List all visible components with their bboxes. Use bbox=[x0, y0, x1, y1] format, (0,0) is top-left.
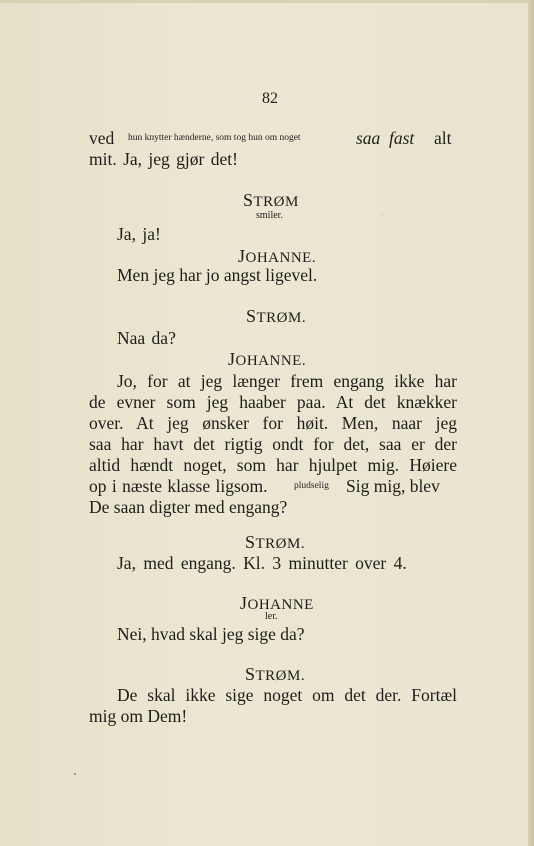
speaker-initial: S bbox=[246, 306, 257, 326]
text-line-1-end: alt bbox=[434, 128, 452, 148]
speaker-rest: OHANNE. bbox=[245, 250, 317, 266]
text-paragraph-line-7: De saan digter med engang? bbox=[89, 497, 288, 517]
speaker-name bbox=[243, 190, 299, 211]
speaker-rest: TRØM bbox=[253, 194, 299, 210]
speaker-initial: J bbox=[240, 593, 248, 613]
text-line-3: Ja, ja! bbox=[117, 224, 161, 244]
speaker-rest: OHANNE bbox=[247, 597, 314, 613]
text-paragraph-line-5: altid hændt noget, som har hjulpet mig. Høiere bbox=[89, 455, 457, 475]
text-paragraph-line-6-start: op i næste klasse ligsom. bbox=[89, 476, 268, 496]
text-paragraph-line-1: Jo, for at jeg længer frem engang ikke har bbox=[117, 371, 457, 391]
paper-speck bbox=[382, 214, 383, 215]
stage-direction-4: ler. bbox=[265, 611, 278, 622]
stage-direction-3: pludselig bbox=[294, 481, 329, 491]
speaker-name bbox=[245, 532, 305, 553]
speaker-rest: TRØM. bbox=[256, 310, 307, 326]
text-line-6: Ja, med engang. Kl. 3 minutter over 4. bbox=[117, 553, 407, 573]
text-line-7: Nei, hvad skal jeg sige da? bbox=[117, 624, 305, 644]
stage-direction-2: smiler. bbox=[256, 210, 283, 221]
page-right-edge bbox=[528, 0, 534, 846]
text-line-1-italic-a: saa bbox=[356, 128, 381, 148]
speaker-initial: S bbox=[245, 532, 256, 552]
text-line-5: Naa da? bbox=[117, 328, 176, 348]
speaker-initial: J bbox=[238, 246, 246, 266]
speaker-name bbox=[228, 349, 306, 370]
text-line-9: mig om Dem! bbox=[89, 706, 188, 726]
page-number: 82 bbox=[262, 90, 278, 107]
speaker-initial: S bbox=[243, 190, 254, 210]
paper-speck bbox=[74, 773, 76, 775]
text-line-1-italic-b: fast bbox=[389, 128, 415, 148]
text-paragraph-line-2: de evner som jeg haaber paa. At det knækker bbox=[89, 392, 457, 412]
text-paragraph-line-4: saa har havt det rigtig ondt for det, saa er der bbox=[89, 434, 457, 454]
speaker-rest: OHANNE. bbox=[235, 353, 307, 369]
speaker-rest: TRØM. bbox=[255, 668, 306, 684]
speaker-rest: TRØM. bbox=[255, 536, 306, 552]
speaker-name bbox=[245, 664, 305, 685]
stage-direction-1: hun knytter hænderne, som tog hun om noget bbox=[128, 133, 301, 143]
speaker-name bbox=[246, 306, 306, 327]
text-line-4: Men jeg har jo angst ligevel. bbox=[117, 265, 318, 285]
page-top-edge bbox=[0, 0, 534, 3]
text-paragraph-line-6-end: Sig mig, blev bbox=[346, 476, 440, 496]
text-line-2: mit. Ja, jeg gjør det! bbox=[89, 149, 238, 169]
speaker-name bbox=[238, 246, 316, 267]
text-line-8: De skal ikke sige noget om det der. Fortæl bbox=[117, 685, 457, 705]
speaker-initial: J bbox=[228, 349, 236, 369]
text-line-1-start: ved bbox=[89, 128, 115, 148]
text-paragraph-line-3: over. At jeg ønsker for høit. Men, naar jeg bbox=[89, 413, 457, 433]
speaker-initial: S bbox=[245, 664, 256, 684]
